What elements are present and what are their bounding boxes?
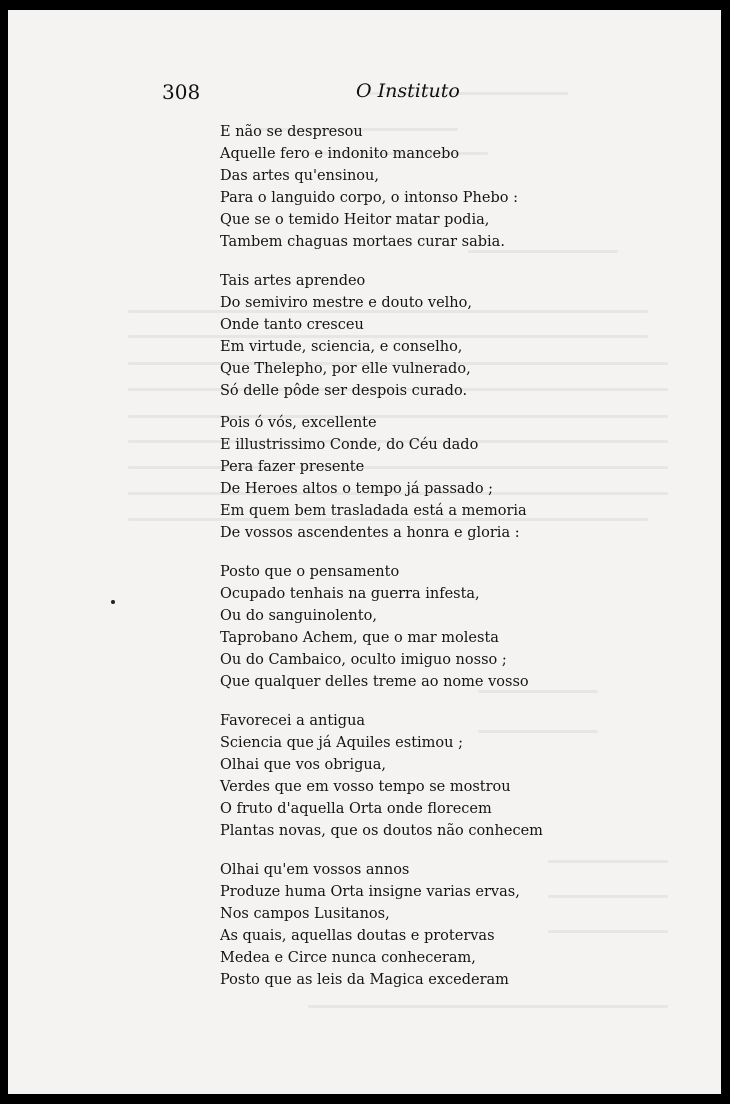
page-sheet — [8, 10, 721, 1094]
poem-line: Ou do sanguinolento, — [220, 608, 377, 624]
poem-body — [220, 121, 580, 1008]
stanza — [220, 270, 580, 402]
poem-line: Que qualquer delles treme ao nome vosso — [220, 674, 529, 690]
running-title: O Instituto — [356, 80, 460, 102]
poem-line: Medea e Circe nunca conheceram, — [220, 950, 476, 966]
stanza — [220, 561, 580, 693]
poem-line: O fruto d'aquella Orta onde florecem — [220, 801, 492, 817]
poem-line: Em quem bem trasladada está a memoria — [220, 503, 527, 519]
poem-line: Ocupado tenhais na guerra infesta, — [220, 586, 480, 602]
poem-line: De Heroes altos o tempo já passado ; — [220, 481, 494, 497]
poem-line: Aquelle fero e indonito mancebo — [220, 146, 460, 162]
poem-line: Taprobano Achem, que o mar molesta — [220, 630, 499, 646]
poem-line: Produze huma Orta insigne varias ervas, — [220, 884, 520, 900]
poem-line: E não se despresou — [220, 124, 363, 140]
poem-line: Só delle pôde ser despois curado. — [220, 383, 468, 399]
poem-line: Olhai qu'em vossos annos — [220, 862, 410, 878]
page-header — [8, 80, 721, 110]
poem-line: Que Thelepho, por elle vulnerado, — [220, 361, 471, 377]
poem-line: De vossos ascendentes a honra e gloria : — [220, 525, 520, 541]
poem-line: Que se o temido Heitor matar podia, — [220, 212, 490, 228]
poem-line: Pera fazer presente — [220, 459, 365, 475]
poem-line: Para o languido corpo, o intonso Phebo : — [220, 190, 518, 206]
stanza — [220, 710, 580, 842]
poem-line: Tais artes aprendeo — [220, 273, 366, 289]
poem-line: Do semiviro mestre e douto velho, — [220, 295, 472, 311]
poem-line: E illustrissimo Conde, do Céu dado — [220, 437, 479, 453]
poem-line: Das artes qu'ensinou, — [220, 168, 379, 184]
stanza — [220, 859, 580, 991]
poem-line: Posto que as leis da Magica excederam — [220, 972, 509, 988]
poem-line: Sciencia que já Aquiles estimou ; — [220, 735, 463, 751]
poem-line: Nos campos Lusitanos, — [220, 906, 390, 922]
stanza — [220, 412, 580, 544]
poem-line: As quais, aquellas doutas e protervas — [220, 928, 495, 944]
page-number: 308 — [162, 80, 201, 104]
stanza — [220, 121, 580, 253]
poem-line: Favorecei a antigua — [220, 713, 366, 729]
poem-line: Olhai que vos obrigua, — [220, 757, 386, 773]
poem-line: Onde tanto cresceu — [220, 317, 364, 333]
poem-line: Em virtude, sciencia, e conselho, — [220, 339, 463, 355]
poem-line: Plantas novas, que os doutos não conhecem — [220, 823, 543, 839]
poem-line: Pois ó vós, excellente — [220, 415, 377, 431]
poem-line: Posto que o pensamento — [220, 564, 400, 580]
poem-line: Tambem chaguas mortaes curar sabia. — [220, 234, 505, 250]
poem-line: Verdes que em vosso tempo se mostrou — [220, 779, 511, 795]
poem-line: Ou do Cambaico, oculto imiguo nosso ; — [220, 652, 507, 668]
ink-speck — [111, 600, 115, 604]
